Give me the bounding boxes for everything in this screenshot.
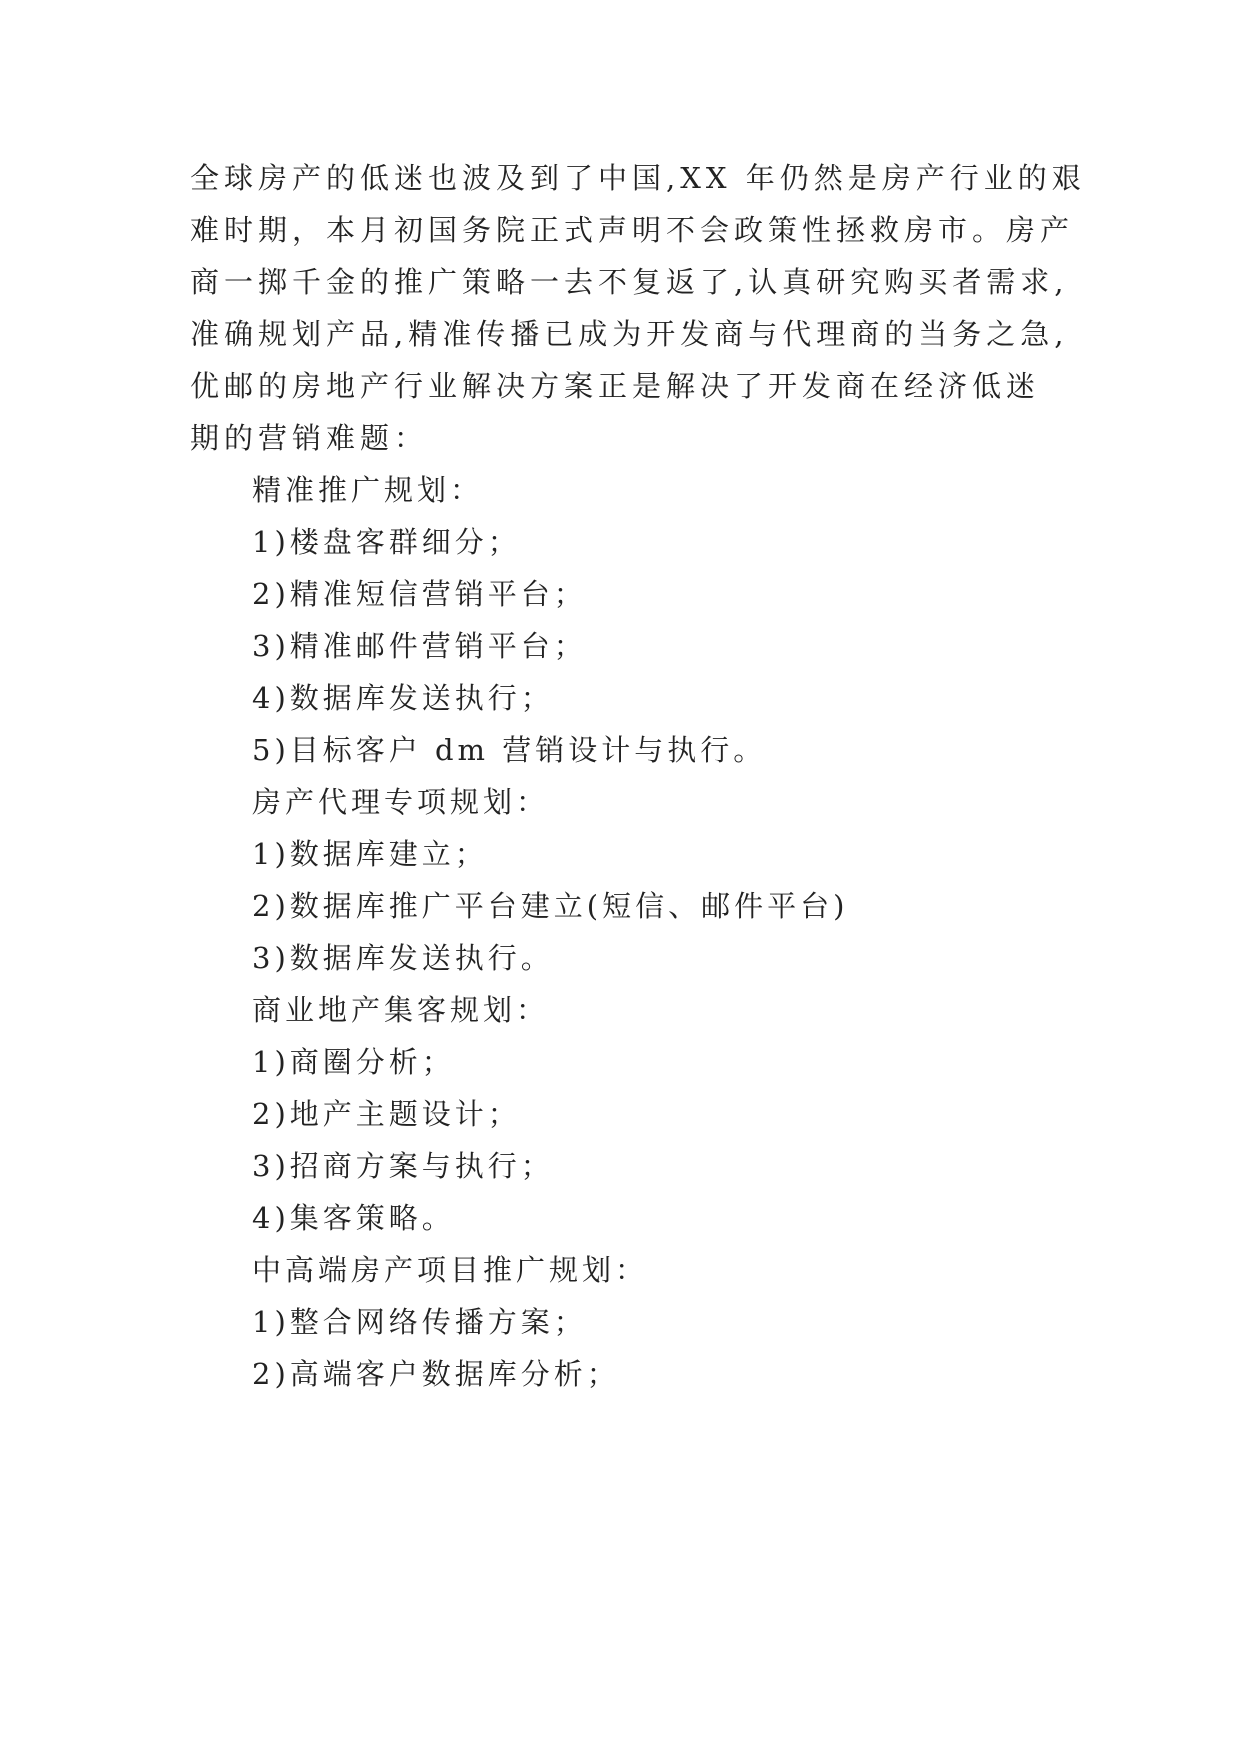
list-item: 2)高端客户数据库分析； — [252, 1357, 620, 1391]
intro-line: 准确规划产品,精准传播已成为开发商与代理商的当务之急, — [190, 317, 1069, 351]
intro-line: 全球房产的低迷也波及到了中国,XX 年仍然是房产行业的艰 — [190, 161, 1086, 195]
list-item: 1)整合网络传播方案； — [252, 1305, 587, 1339]
list-item: 4)数据库发送执行； — [252, 681, 554, 715]
list-item: 5)目标客户 dm 营销设计与执行。 — [252, 733, 767, 767]
list-item: 2)精准短信营销平台； — [252, 577, 587, 611]
list-item: 1)数据库建立； — [252, 837, 488, 871]
intro-line: 商一掷千金的推广策略一去不复返了,认真研究购买者需求, — [190, 265, 1069, 299]
section-heading: 商业地产集客规划： — [252, 993, 550, 1027]
intro-line: 期的营销难题： — [190, 421, 429, 455]
list-item: 3)精准邮件营销平台； — [252, 629, 587, 663]
list-item: 3)招商方案与执行； — [252, 1149, 554, 1183]
list-item: 2)地产主题设计； — [252, 1097, 521, 1131]
list-item: 1)商圈分析； — [252, 1045, 455, 1079]
section-heading: 中高端房产项目推广规划： — [252, 1253, 649, 1287]
section-heading: 房产代理专项规划： — [252, 785, 550, 819]
intro-line: 优邮的房地产行业解决方案正是解决了开发商在经济低迷 — [190, 369, 1041, 403]
list-item: 3)数据库发送执行。 — [252, 941, 554, 975]
section-heading: 精准推广规划： — [252, 473, 484, 507]
intro-line: 难时期，本月初国务院正式声明不会政策性拯救房市。房产 — [190, 213, 1075, 247]
list-item: 2)数据库推广平台建立(短信、邮件平台) — [252, 889, 849, 923]
list-item: 1)楼盘客群细分； — [252, 525, 521, 559]
list-item: 4)集客策略。 — [252, 1201, 455, 1235]
